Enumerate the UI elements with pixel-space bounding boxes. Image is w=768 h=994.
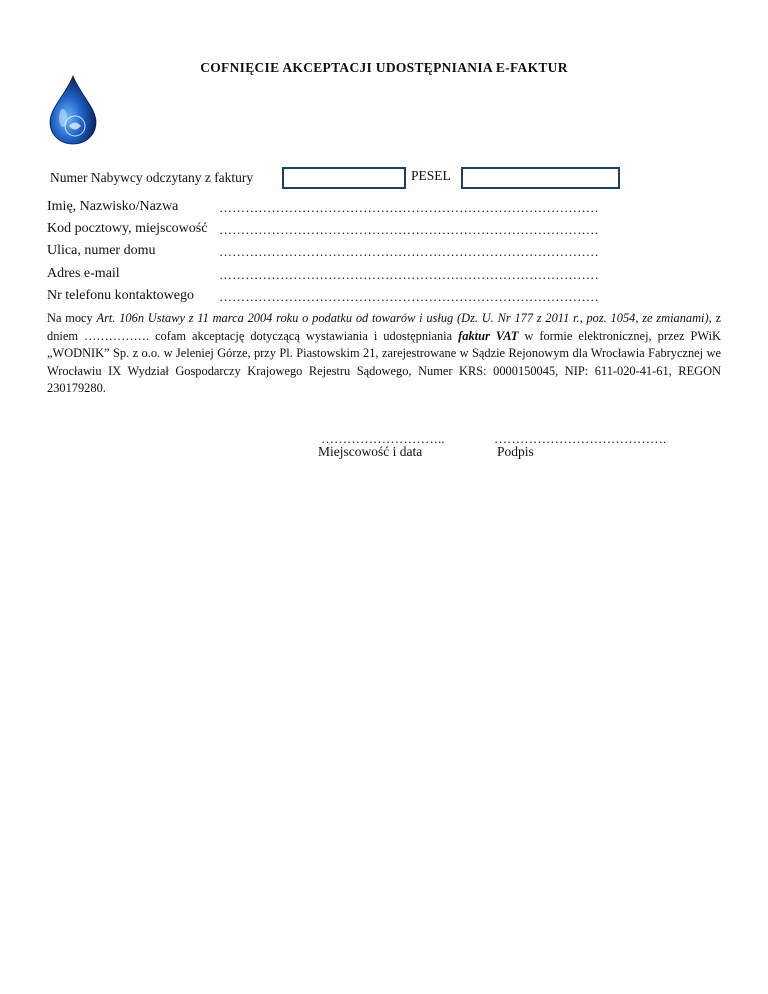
email-label: Adres e-mail: [47, 266, 120, 281]
street-label: Ulica, numer domu: [47, 243, 156, 258]
email-field[interactable]: ……………………………………………………………………………: [219, 267, 599, 282]
statement-part1: Na mocy: [47, 311, 97, 325]
document-title: COFNIĘCIE AKCEPTACJI UDOSTĘPNIANIA E-FAKTUR: [200, 60, 568, 75]
signature-field[interactable]: ………………………………….: [494, 431, 667, 446]
postal-code-field[interactable]: ……………………………………………………………………………: [219, 222, 599, 237]
statement-legal-ref: Art. 106n Ustawy z 11 marca 2004 roku o podatku od towarów i usług (Dz. U. Nr 177 z 2011 r., poz. 1054, ze zmianami): [96, 311, 709, 325]
pesel-field[interactable]: [461, 167, 620, 189]
name-field[interactable]: ……………………………………………………………………………: [219, 200, 599, 215]
postal-code-label: Kod pocztowy, miejscowość: [47, 221, 208, 236]
customer-number-label: Numer Nabywcy odczytany z faktury: [50, 170, 254, 185]
statement-part3: w formie elektronicznej, przez PWiK „WODNIK” Sp. z o.o. w Jeleniej Górze, przy Pl. Piastowskim 21, zarejestrowane w Sądzie Rejonowym dla Wrocławia Fabrycznej we Wrocławiu IX Wydział Gospodarczy Krajowego Rejestru Sądowego, Numer KRS: 0000150045, NIP: 611-020-41-61, REGON 230179280.: [47, 328, 721, 396]
phone-label: Nr telefonu kontaktowego: [47, 288, 194, 303]
statement-part2: , z dniem ……………. cofam akceptację dotyczącą wystawiania i udostępniania: [47, 311, 721, 343]
signature-label: Podpis: [497, 444, 534, 459]
statement-emphasis: faktur VAT: [458, 328, 519, 343]
place-date-field[interactable]: ………………………..: [321, 431, 445, 446]
name-label: Imię, Nazwisko/Nazwa: [47, 199, 179, 214]
customer-number-field[interactable]: [282, 167, 406, 189]
place-date-label: Miejscowość i data: [318, 444, 423, 459]
street-field[interactable]: ……………………………………………………………………………: [219, 244, 599, 259]
phone-field[interactable]: ……………………………………………………………………………: [219, 289, 599, 304]
statement-paragraph: [47, 310, 721, 398]
pesel-label: PESEL: [411, 168, 451, 183]
water-drop-logo-icon: [44, 74, 102, 146]
